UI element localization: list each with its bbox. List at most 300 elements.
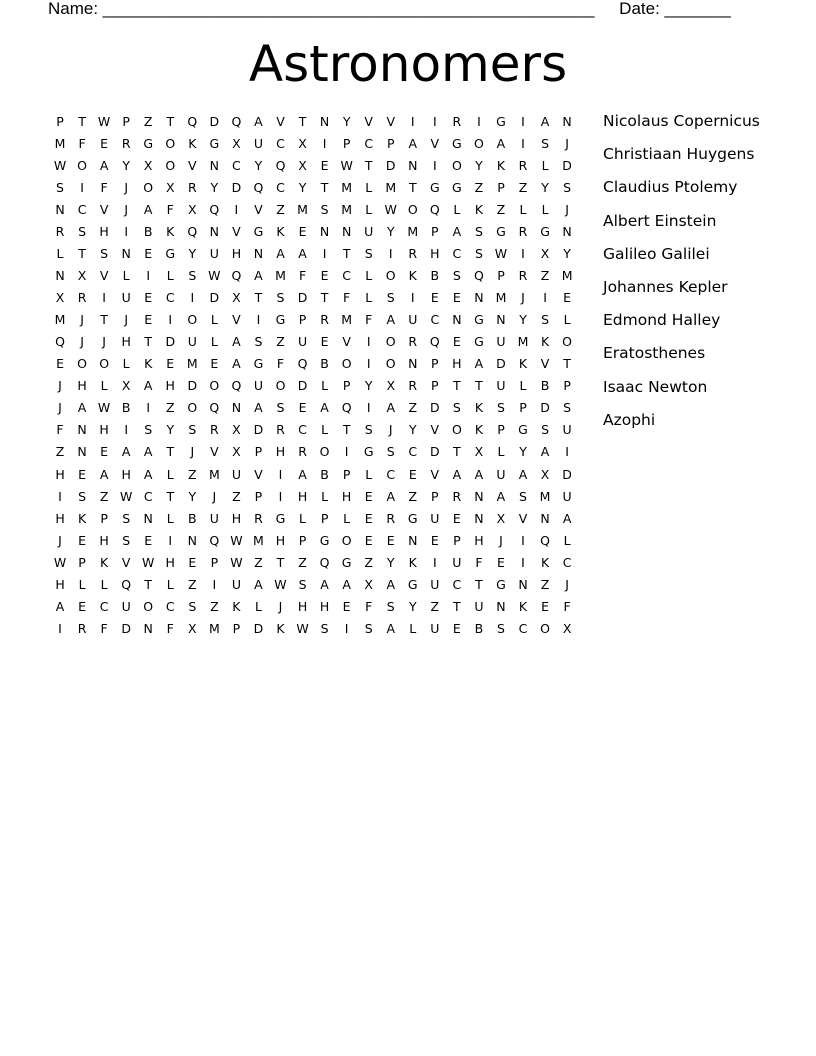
grid-letter: S: [122, 510, 131, 526]
grid-letter: N: [408, 532, 418, 548]
grid-letter: P: [232, 620, 241, 636]
grid-letter: F: [298, 268, 307, 284]
grid-letter: V: [254, 201, 263, 217]
grid-letter: J: [58, 400, 62, 416]
grid-letter: L: [254, 598, 262, 614]
grid-letter: B: [143, 224, 153, 239]
grid-letter: U: [121, 290, 131, 306]
grid-letter: X: [386, 378, 396, 394]
grid-letter: W: [142, 554, 155, 570]
grid-letter: T: [453, 378, 461, 394]
grid-letter: I: [521, 246, 525, 262]
grid-letter: Q: [473, 268, 484, 284]
grid-letter: R: [77, 290, 87, 306]
grid-letter: Y: [188, 246, 197, 262]
grid-letter: I: [102, 290, 106, 306]
grid-letter: B: [121, 400, 131, 416]
grid-letter: N: [209, 157, 220, 173]
grid-letter: U: [562, 422, 572, 438]
grid-letter: Y: [475, 157, 483, 173]
grid-letter: N: [496, 312, 506, 328]
grid-letter: X: [298, 135, 307, 151]
grid-letter: M: [186, 356, 198, 372]
grid-letter: S: [452, 400, 461, 416]
grid-letter: A: [474, 356, 484, 372]
grid-letter: T: [453, 444, 461, 460]
grid-letter: P: [519, 400, 527, 416]
grid-letter: Y: [408, 598, 417, 614]
grid-letter: N: [562, 113, 572, 129]
grid-letter: R: [518, 224, 528, 239]
grid-letter: Y: [386, 554, 395, 570]
grid-letter: Q: [231, 268, 242, 284]
grid-letter: X: [232, 135, 241, 151]
grid-letter: V: [430, 422, 440, 438]
grid-letter: J: [565, 135, 569, 151]
grid-letter: D: [496, 356, 506, 372]
grid-letter: J: [278, 598, 283, 614]
grid-letter: T: [100, 312, 108, 328]
grid-letter: N: [562, 224, 572, 239]
grid-letter: K: [408, 268, 417, 284]
grid-letter: Q: [231, 378, 242, 394]
grid-letter: A: [474, 466, 484, 482]
grid-letter: Q: [55, 334, 65, 350]
grid-letter: L: [321, 378, 329, 394]
grid-letter: E: [78, 466, 87, 482]
grid-letter: T: [166, 488, 175, 504]
grid-letter: J: [80, 334, 84, 350]
grid-letter: S: [386, 444, 395, 460]
grid-letter: S: [563, 179, 572, 195]
grid-letter: S: [100, 246, 109, 262]
grid-letter: S: [78, 224, 87, 239]
grid-letter: H: [297, 488, 308, 504]
grid-letter: C: [452, 246, 462, 262]
grid-letter: I: [432, 113, 437, 129]
grid-letter: S: [254, 334, 263, 350]
grid-letter: C: [276, 135, 285, 151]
grid-letter: M: [385, 179, 397, 195]
grid-letter: K: [518, 356, 528, 372]
grid-letter: D: [231, 179, 242, 195]
word-list-item: Eratosthenes: [603, 344, 706, 363]
grid-letter: N: [474, 290, 484, 306]
grid-letter: I: [366, 400, 371, 416]
grid-letter: I: [168, 532, 173, 548]
grid-letter: I: [521, 532, 525, 548]
grid-letter: A: [99, 157, 109, 173]
grid-letter: I: [124, 224, 128, 239]
grid-letter: O: [275, 378, 286, 394]
grid-letter: R: [276, 422, 285, 438]
grid-letter: F: [78, 135, 86, 151]
grid-letter: B: [540, 378, 550, 394]
grid-letter: C: [408, 444, 418, 460]
grid-letter: E: [78, 598, 87, 614]
grid-letter: E: [497, 554, 505, 570]
grid-letter: N: [77, 422, 87, 438]
grid-letter: D: [385, 157, 396, 173]
grid-letter: Y: [541, 179, 549, 195]
grid-letter: A: [99, 466, 109, 482]
grid-letter: R: [518, 157, 528, 173]
grid-letter: U: [209, 246, 219, 262]
grid-letter: W: [97, 400, 111, 416]
grid-letter: Z: [232, 488, 241, 504]
grid-letter: W: [208, 268, 221, 284]
grid-letter: U: [297, 334, 308, 350]
grid-letter: K: [408, 554, 417, 570]
grid-letter: K: [188, 135, 197, 151]
grid-letter: Q: [209, 400, 220, 416]
grid-letter: U: [562, 488, 572, 504]
grid-letter: E: [364, 488, 373, 504]
grid-letter: V: [232, 312, 241, 328]
grid-letter: A: [386, 488, 395, 504]
grid-letter: T: [408, 179, 417, 195]
grid-letter: A: [342, 576, 351, 592]
grid-letter: O: [187, 400, 198, 416]
grid-letter: P: [56, 113, 64, 129]
grid-letter: T: [166, 444, 175, 460]
grid-letter: I: [146, 400, 151, 416]
grid-letter: S: [386, 290, 395, 306]
grid-letter: B: [320, 466, 329, 482]
grid-letter: W: [53, 554, 67, 570]
grid-letter: F: [343, 290, 351, 306]
grid-letter: Z: [143, 113, 153, 129]
grid-letter: H: [231, 246, 242, 262]
grid-letter: K: [276, 620, 285, 636]
grid-letter: F: [276, 356, 285, 372]
grid-letter: A: [254, 113, 263, 129]
grid-letter: L: [365, 179, 373, 195]
grid-letter: A: [298, 246, 307, 262]
grid-letter: V: [386, 113, 395, 129]
grid-letter: F: [100, 179, 108, 195]
letter-grid: [49, 111, 578, 640]
grid-letter: R: [121, 135, 131, 151]
grid-letter: I: [565, 444, 569, 460]
grid-letter: E: [320, 157, 329, 173]
grid-letter: I: [146, 268, 151, 284]
grid-letter: N: [319, 224, 330, 239]
grid-letter: O: [562, 334, 573, 350]
grid-letter: E: [144, 290, 153, 306]
grid-letter: M: [208, 466, 220, 482]
grid-letter: C: [143, 488, 153, 504]
grid-letter: O: [143, 179, 154, 195]
grid-letter: Q: [341, 400, 352, 416]
grid-letter: N: [209, 224, 220, 239]
grid-letter: C: [165, 290, 175, 306]
grid-letter: Z: [474, 179, 484, 195]
grid-letter: G: [452, 135, 462, 151]
grid-letter: A: [496, 135, 506, 151]
grid-letter: E: [408, 466, 417, 482]
grid-letter: U: [364, 224, 374, 239]
grid-letter: Z: [518, 179, 528, 195]
grid-letter: X: [55, 290, 65, 306]
grid-letter: Y: [563, 246, 571, 262]
grid-letter: H: [474, 532, 484, 548]
grid-letter: S: [496, 400, 505, 416]
grid-letter: G: [363, 444, 374, 460]
grid-letter: H: [55, 510, 65, 526]
grid-letter: Q: [275, 157, 286, 173]
grid-letter: G: [496, 576, 506, 592]
grid-letter: C: [165, 598, 175, 614]
grid-letter: H: [77, 378, 87, 394]
header: [48, 0, 731, 18]
grid-letter: O: [319, 444, 330, 460]
grid-letter: L: [409, 620, 417, 636]
grid-letter: X: [77, 268, 87, 284]
grid-letter: G: [143, 135, 154, 151]
grid-letter: J: [190, 444, 195, 460]
grid-letter: K: [540, 334, 550, 350]
grid-letter: Y: [408, 422, 417, 438]
grid-letter: N: [540, 510, 550, 526]
grid-letter: D: [165, 334, 176, 350]
grid-letter: Q: [429, 201, 440, 217]
grid-letter: N: [187, 532, 197, 548]
grid-letter: L: [321, 422, 329, 438]
grid-letter: Q: [231, 113, 242, 129]
grid-letter: W: [296, 620, 309, 636]
grid-letter: E: [342, 598, 351, 614]
grid-letter: N: [474, 510, 484, 526]
grid-letter: H: [55, 576, 65, 592]
grid-letter: L: [321, 488, 329, 504]
grid-letter: E: [452, 620, 461, 636]
grid-letter: T: [254, 290, 263, 306]
grid-letter: X: [540, 466, 550, 482]
grid-letter: N: [121, 246, 131, 262]
grid-letter: D: [540, 400, 550, 416]
grid-letter: A: [562, 510, 572, 526]
grid-letter: L: [122, 268, 130, 284]
grid-letter: U: [474, 598, 484, 614]
grid-letter: J: [212, 488, 217, 504]
grid-letter: L: [563, 532, 571, 548]
grid-letter: C: [298, 422, 307, 438]
grid-letter: G: [275, 510, 286, 526]
grid-letter: T: [144, 334, 153, 350]
grid-letter: S: [78, 488, 87, 504]
grid-letter: S: [320, 201, 329, 217]
grid-letter: P: [453, 532, 461, 548]
grid-letter: F: [100, 620, 108, 636]
grid-letter: I: [432, 157, 437, 173]
grid-letter: Z: [165, 400, 175, 416]
grid-letter: T: [342, 246, 351, 262]
grid-letter: T: [276, 554, 285, 570]
grid-letter: P: [78, 554, 86, 570]
grid-letter: J: [388, 422, 393, 438]
grid-letter: J: [521, 290, 525, 306]
grid-letter: U: [430, 510, 440, 526]
grid-letter: M: [54, 135, 66, 151]
grid-letter: I: [543, 290, 547, 306]
grid-letter: L: [519, 378, 527, 394]
grid-letter: C: [452, 576, 462, 592]
grid-letter: U: [121, 598, 131, 614]
grid-letter: C: [364, 135, 374, 151]
grid-letter: L: [541, 157, 549, 173]
grid-letter: C: [430, 312, 440, 328]
grid-letter: C: [562, 554, 572, 570]
grid-letter: U: [187, 334, 197, 350]
grid-letter: H: [319, 598, 330, 614]
grid-letter: F: [475, 554, 483, 570]
grid-letter: Y: [298, 179, 307, 195]
grid-letter: E: [320, 334, 329, 350]
grid-letter: W: [97, 113, 111, 129]
grid-letter: D: [430, 400, 440, 416]
grid-letter: L: [365, 466, 373, 482]
grid-letter: L: [100, 576, 108, 592]
grid-letter: L: [166, 268, 174, 284]
grid-letter: W: [230, 532, 243, 548]
grid-letter: R: [518, 268, 528, 284]
grid-letter: Z: [276, 201, 285, 217]
grid-letter: R: [298, 444, 307, 460]
grid-letter: X: [121, 378, 131, 394]
grid-letter: Y: [364, 378, 373, 394]
grid-letter: M: [539, 488, 551, 504]
grid-letter: K: [100, 554, 109, 570]
grid-letter: G: [496, 224, 506, 239]
grid-letter: I: [366, 334, 371, 350]
grid-letter: Z: [408, 488, 418, 504]
grid-letter: N: [55, 201, 65, 217]
grid-letter: G: [319, 532, 330, 548]
grid-letter: X: [232, 444, 241, 460]
grid-letter: O: [165, 135, 176, 151]
grid-letter: A: [452, 224, 462, 239]
grid-letter: O: [77, 157, 87, 173]
grid-letter: A: [386, 400, 395, 416]
grid-letter: I: [212, 576, 217, 592]
grid-letter: M: [341, 201, 353, 217]
grid-letter: E: [364, 532, 373, 548]
grid-letter: R: [55, 224, 65, 239]
grid-letter: A: [121, 444, 131, 460]
grid-letter: Z: [254, 554, 263, 570]
grid-letter: B: [188, 510, 197, 526]
grid-letter: P: [320, 510, 329, 526]
word-list-item: Nicolaus Copernicus: [603, 112, 760, 130]
grid-letter: A: [496, 488, 506, 504]
date-field-label: Date: _______: [619, 0, 731, 18]
grid-letter: D: [562, 466, 572, 482]
grid-letter: G: [474, 334, 484, 350]
grid-letter: X: [496, 510, 506, 526]
grid-letter: O: [385, 334, 396, 350]
grid-letter: I: [432, 554, 437, 570]
grid-letter: S: [320, 620, 329, 636]
grid-letter: T: [144, 576, 153, 592]
grid-letter: N: [319, 113, 330, 129]
grid-letter: R: [187, 179, 197, 195]
grid-letter: Z: [210, 598, 219, 614]
grid-letter: O: [99, 356, 110, 372]
grid-letter: S: [541, 422, 550, 438]
grid-letter: I: [366, 356, 371, 372]
grid-letter: W: [119, 488, 133, 504]
grid-letter: O: [451, 422, 462, 438]
grid-letter: A: [452, 466, 462, 482]
grid-letter: D: [121, 620, 131, 636]
grid-letter: E: [452, 334, 461, 350]
grid-letter: J: [58, 378, 62, 394]
grid-letter: D: [209, 290, 220, 306]
grid-letter: A: [143, 201, 153, 217]
grid-letter: E: [430, 532, 439, 548]
grid-letter: L: [210, 312, 218, 328]
grid-letter: T: [364, 157, 373, 173]
grid-letter: I: [124, 422, 128, 438]
grid-letter: I: [278, 466, 283, 482]
grid-letter: I: [521, 113, 525, 129]
grid-letter: B: [430, 268, 440, 284]
grid-letter: M: [208, 620, 220, 636]
grid-letter: F: [166, 620, 174, 636]
grid-letter: E: [188, 554, 197, 570]
grid-letter: T: [475, 378, 483, 394]
grid-letter: Y: [122, 157, 130, 173]
grid-letter: S: [56, 179, 64, 195]
grid-letter: E: [144, 532, 153, 548]
grid-letter: E: [541, 598, 549, 614]
grid-letter: M: [297, 201, 308, 217]
grid-letter: A: [540, 113, 550, 129]
grid-letter: H: [165, 554, 175, 570]
grid-letter: P: [342, 135, 351, 151]
grid-letter: Y: [342, 113, 351, 129]
grid-letter: L: [56, 246, 64, 262]
grid-letter: U: [496, 466, 506, 482]
grid-letter: P: [431, 224, 439, 239]
word-list-item: Edmond Halley: [603, 311, 721, 330]
grid-letter: U: [253, 135, 264, 151]
grid-letter: R: [210, 422, 219, 438]
grid-letter: G: [518, 422, 528, 438]
grid-letter: I: [58, 620, 62, 636]
grid-letter: G: [407, 576, 418, 592]
grid-letter: M: [517, 334, 529, 350]
grid-letter: P: [563, 378, 571, 394]
grid-letter: P: [497, 179, 505, 195]
grid-letter: L: [100, 378, 108, 394]
grid-letter: S: [188, 598, 197, 614]
grid-letter: S: [188, 422, 197, 438]
grid-letter: E: [364, 510, 373, 526]
grid-letter: I: [388, 246, 393, 262]
grid-letter: V: [342, 334, 351, 350]
grid-letter: P: [100, 510, 108, 526]
grid-letter: T: [563, 356, 571, 372]
grid-letter: I: [410, 113, 415, 129]
grid-letter: V: [254, 466, 263, 482]
grid-letter: N: [496, 598, 506, 614]
grid-letter: C: [276, 179, 285, 195]
grid-letter: A: [540, 444, 550, 460]
grid-letter: H: [165, 378, 175, 394]
grid-letter: D: [209, 113, 220, 129]
